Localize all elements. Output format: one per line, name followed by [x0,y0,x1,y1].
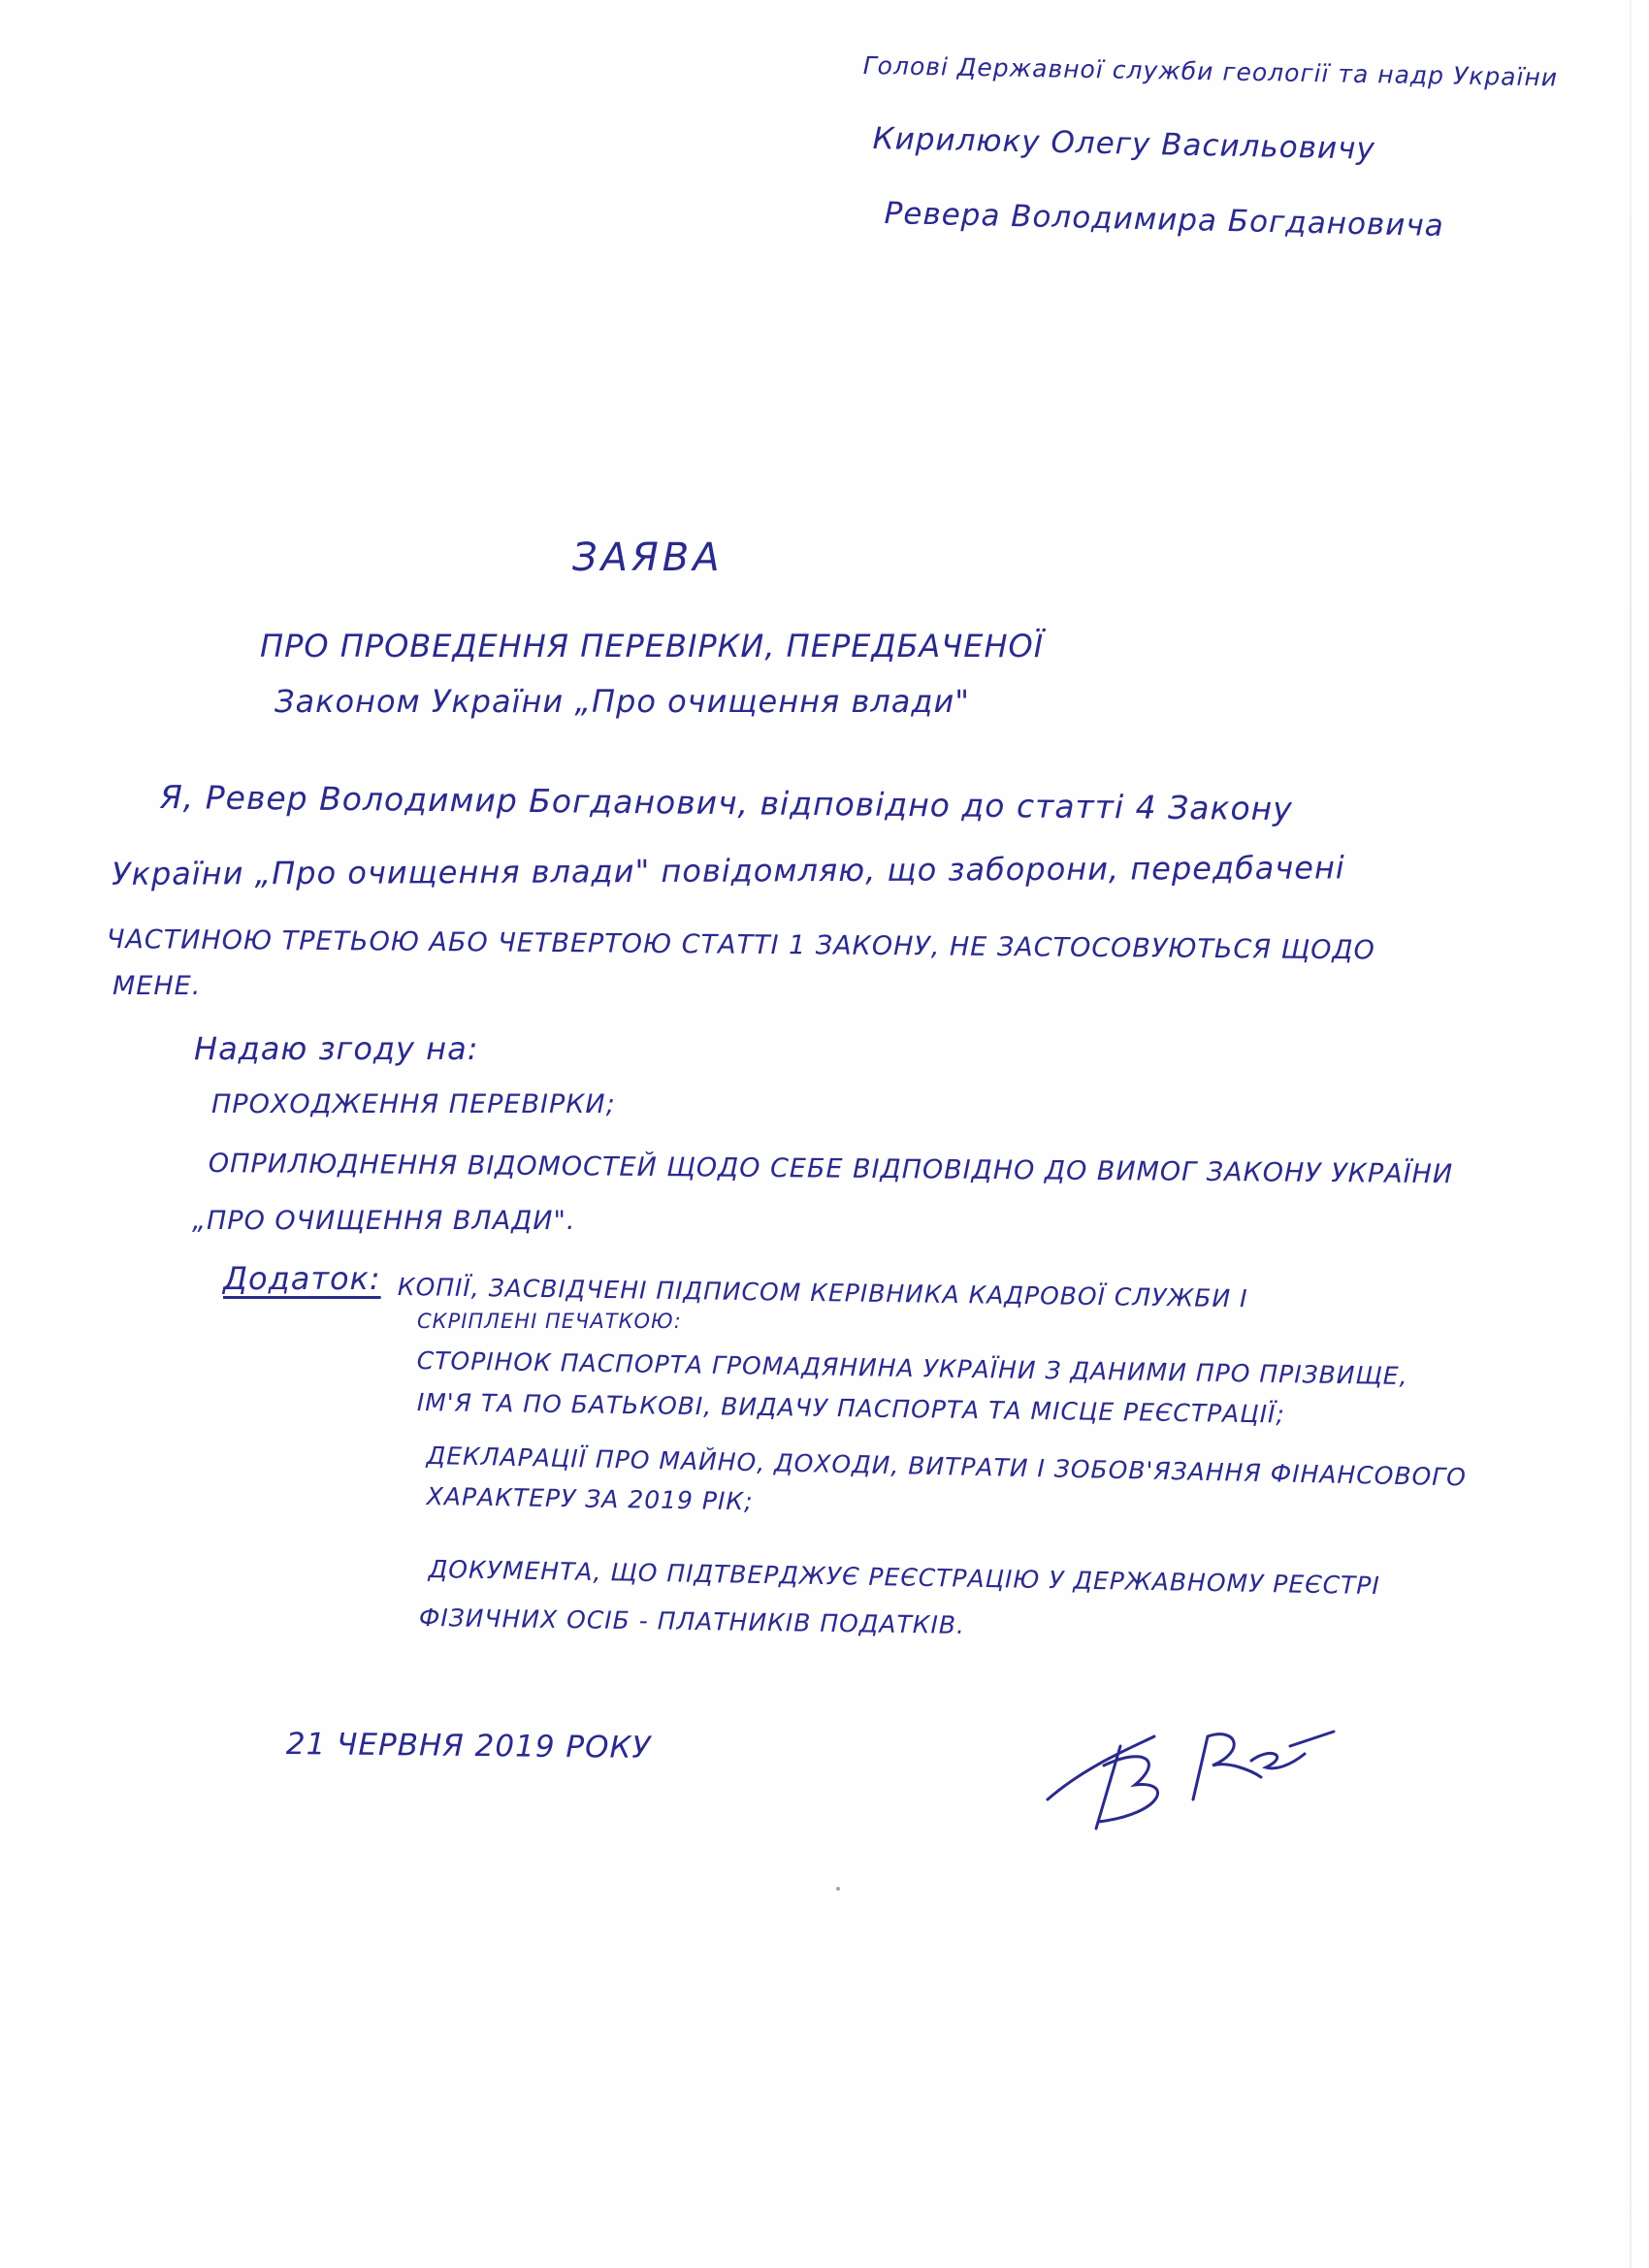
consent-heading: Надаю згоду на: [194,1030,479,1067]
signature-stroke-b [1048,1736,1158,1829]
document-subtitle-line-2: Законом України „Про очищення влади" [275,683,971,720]
attachment-line: ДЕКЛАРАЦІЇ ПРО МАЙНО, ДОХОДИ, ВИТРАТИ І ЗОБОВ'ЯЗАННЯ ФІНАНСОВОГО [426,1442,1468,1492]
consent-item: „ПРО ОЧИЩЕННЯ ВЛАДИ". [192,1206,576,1236]
page-edge-shadow [1630,0,1632,2268]
attachment-line: ІМ'Я ТА ПО БАТЬКОВІ, ВИДАЧУ ПАСПОРТА ТА МІСЦЕ РЕЄСТРАЦІЇ; [416,1388,1286,1429]
statement-line-4: МЕНЕ. [113,971,202,1001]
attachment-line: КОПІЇ, ЗАСВІДЧЕНІ ПІДПИСОМ КЕРІВНИКА КАДРОВОЇ СЛУЖБИ І [397,1273,1248,1313]
attachment-line: ФІЗИЧНИХ ОСІБ - ПЛАТНИКІВ ПОДАТКІВ. [418,1604,966,1639]
statement-line-1: Я, Ревер Володимир Богданович, відповідно до статті 4 Закону [159,778,1293,828]
consent-item: ОПРИЛЮДНЕННЯ ВІДОМОСТЕЙ ЩОДО СЕБЕ ВІДПОВІДНО ДО ВИМОГ ЗАКОНУ УКРАЇНИ [208,1149,1454,1190]
attachment-line: СТОРІНОК ПАСПОРТА ГРОМАДЯНИНА УКРАЇНИ З ДАНИМИ ПРО ПРІЗВИЩЕ, [416,1346,1408,1391]
statement-line-2: України „Про очищення влади" повідомляю, що заборони, передбачені [111,849,1345,892]
attachment-line: ХАРАКТЕРУ ЗА 2019 РІК; [426,1482,754,1516]
attachment-line: СКРІПЛЕНІ ПЕЧАТКОЮ: [417,1310,682,1333]
consent-item: ПРОХОДЖЕННЯ ПЕРЕВІРКИ; [211,1089,616,1119]
attachments-label: Додаток: [223,1260,381,1297]
addressee-name: Кирилюку Олегу Васильовичу [872,121,1376,167]
document-title: ЗАЯВА [572,535,724,580]
document-date: 21 ЧЕРВНЯ 2019 РОКУ [285,1727,652,1766]
paper-speck [836,1887,840,1891]
applicant-name-genitive: Ревера Володимира Богдановича [884,196,1445,244]
document-subtitle-line-1: ПРО ПРОВЕДЕННЯ ПЕРЕВІРКИ, ПЕРЕДБАЧЕНОЇ [260,628,1045,664]
attachment-line: ДОКУМЕНТА, ЩО ПІДТВЕРДЖУЄ РЕЄСТРАЦІЮ У ДЕРЖАВНОМУ РЕЄСТРІ [428,1555,1381,1601]
signature-stroke-re [1193,1732,1334,1799]
signature [1028,1707,1339,1833]
statement-line-3: ЧАСТИНОЮ ТРЕТЬОЮ АБО ЧЕТВЕРТОЮ СТАТТІ 1 ЗАКОНУ, НЕ ЗАСТОСОВУЮТЬСЯ ЩОДО [106,924,1375,966]
addressee-title: Голові Державної служби геології та надр України [862,51,1559,92]
